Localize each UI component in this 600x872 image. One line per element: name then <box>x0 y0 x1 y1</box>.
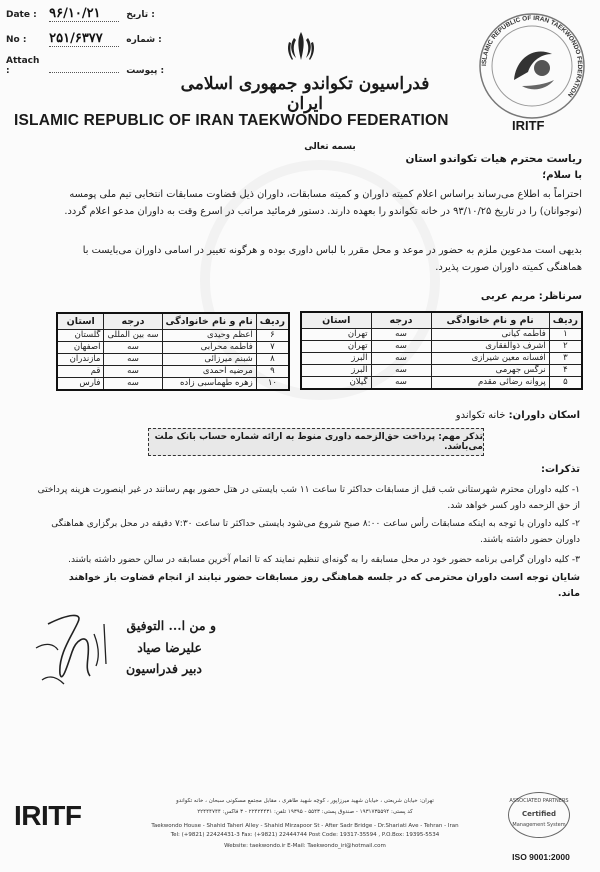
cell-row-no: ۱۰ <box>256 377 289 390</box>
referees-table-left <box>56 312 290 391</box>
cell-row-no: ۸ <box>256 353 289 365</box>
notes-title: تذکرات: <box>540 464 580 475</box>
cell-name: مرضیه احمدی <box>162 365 256 377</box>
cell-province: فارس <box>57 377 104 390</box>
cell-province: تهران <box>301 340 371 352</box>
cell-grade: سه <box>371 340 431 352</box>
cert-bottom-text: Management System <box>512 822 566 828</box>
cell-grade: سه بین المللی <box>104 329 162 341</box>
note-item-2: ۲- کلیه داوران با توجه به اینکه مسابقات رأس ساعت ۸:۰۰ صبح شروع می‌شود بایستی حداکثر تا ساعت ۷:۳۰ دقیقه در محل برگزاری هماهنگی داوران حضور داشته باشند. <box>51 519 580 545</box>
date-value: ۹۶/۱۰/۲۱ <box>49 6 119 22</box>
cert-mid-text: Certified <box>521 810 557 818</box>
table-header-row <box>301 312 582 328</box>
cell-grade: سه <box>104 353 162 365</box>
cell-grade: سه <box>104 365 162 377</box>
signatory-title: دبیر فدراسیون <box>126 661 202 676</box>
footer-phone-en: Tel: (+9821) 22424431-3 Fax: (+9821) 22444744 Post Code: 19317-35594 , P.O.Box: 19395-5534 <box>170 832 440 838</box>
cell-name: اشرف ذوالفقاری <box>431 340 549 352</box>
note-item-1: ۱- کلیه داوران محترم شهرستانی شب قبل از مسابقات حداکثر تا ساعت ۱۱ شب بایستی در هتل حضور بهم رسانند در غیر اینصورت هزینه پرداختی از حق الزحمه داور کسر خواهد شد. <box>37 485 580 511</box>
recipient: ریاست محترم هیات تکواندو استان <box>405 153 582 165</box>
venue-value: خانه تکواندو <box>455 410 506 421</box>
col-header-row-no: ردیف <box>256 313 289 329</box>
cell-row-no: ۱ <box>549 328 582 340</box>
date-label-en: Date : <box>6 10 37 20</box>
cell-row-no: ۳ <box>549 352 582 364</box>
cell-province: گیلان <box>301 376 371 389</box>
paragraph-1: احتراماً به اطلاع می‌رساند براساس اعلام کمیته داوران و کمیته مسابقات، داوران ذیل قضاوت مسابقات انتخابی تیم ملی پومسه (نوجوانان) را در تاریخ ۹۳/۱۰/۲۵ در خانه تکواندو را بعهده دارند. دستور فرمائید مراتب در اسرع وقت به داوران مدعو اعلام گردد. <box>64 189 582 217</box>
date-label-fa: تاریخ : <box>126 10 155 20</box>
cell-name: اعظم وحیدی <box>162 329 256 341</box>
cell-grade: سه <box>371 352 431 364</box>
note-item-3: ۳- کلیه داوران گرامی برنامه حضور خود در محل مسابقه را به گونه‌ای تنظیم نمایند که تا اتمام آخرین مسابقه در سالن حضور داشته باشند. <box>68 555 580 565</box>
basmala: بسمه تعالی <box>304 142 356 152</box>
cell-province: قم <box>57 365 104 377</box>
iran-emblem-icon <box>286 30 316 64</box>
cell-grade: سه <box>104 341 162 353</box>
table-row <box>57 341 289 353</box>
cell-grade: سه <box>371 364 431 376</box>
table-row <box>57 353 289 365</box>
table-row <box>57 377 289 390</box>
footer-address-en: Taekwondo House - Shahid Taheri Alley - Shahid Mirzapoor St - After Sadr Bridge - Dr.Shariati Ave - Tehran - Iran <box>151 823 459 829</box>
closing-phrase: و من ا... التوفیق <box>126 618 216 633</box>
table-row <box>301 328 582 340</box>
paragraph-2: بدیهی است مدعوین ملزم به حضور در موعد و محل مقرر با لباس داوری بوده و هرگونه تغییر در اسامی داوران می‌بایست با هماهنگی کمیته داوران صورت پذیرد. <box>82 245 582 273</box>
cell-name: نرگس جهرمی <box>431 364 549 376</box>
greeting: با سلام؛ <box>542 170 582 181</box>
footer-address-fa: تهران: خیابان شریعتی ، خیابان شهید میرزاپور ، کوچه شهید طاهری ، مقابل مجتمع مسکونی سبحان ، خانه تکواندو <box>176 798 434 804</box>
certification-seal <box>494 792 584 848</box>
cell-province: اصفهان <box>57 341 104 353</box>
table-header-row <box>57 313 289 329</box>
footer-postal-fa: کد پستی: ۱۹۳۱۷۳۵۵۹۴ - صندوق پستی: ۵۵۴۳ - ۱۹۳۹۵ تلفن: ۲۲۴۲۴۴۳۱ - ۳ فاکس: ۲۲۴۴۴۷۴۴ <box>197 809 413 815</box>
referees-table-right <box>300 311 583 390</box>
col-header-grade: درجه <box>371 312 431 328</box>
federation-title-en-text: ISLAMIC REPUBLIC OF IRAN TAEKWONDO FEDERATION <box>14 112 449 129</box>
notice-text: تذکر مهم: پرداخت حق‌الزحمه داوری منوط به ارائه شماره حساب بانک ملت می‌باشد. <box>154 432 483 452</box>
cell-province: تهران <box>301 328 371 340</box>
cell-grade: سه <box>104 377 162 390</box>
supervisor: سرناظر: مریم عربی <box>480 291 582 302</box>
col-header-province: استان <box>301 312 371 328</box>
cell-row-no: ۴ <box>549 364 582 376</box>
cell-grade: سه <box>371 376 431 389</box>
cell-row-no: ۹ <box>256 365 289 377</box>
cell-province: البرز <box>301 352 371 364</box>
venue-label: اسکان داوران: <box>508 410 580 421</box>
col-header-name: نام و نام خانوادگی <box>431 312 549 328</box>
cell-province: البرز <box>301 364 371 376</box>
cell-name: زهره طهماسبی زاده <box>162 377 256 390</box>
cell-name: افسانه معین شیرازی <box>431 352 549 364</box>
footer-logo: IRITF <box>14 800 82 831</box>
col-header-row-no: ردیف <box>549 312 582 328</box>
cell-row-no: ۲ <box>549 340 582 352</box>
venue <box>456 410 580 421</box>
handwritten-signature <box>28 604 128 694</box>
federation-title-fa: فدراسیون تکواندو جمهوری اسلامی ایران <box>180 74 430 114</box>
col-header-grade: درجه <box>104 313 162 329</box>
cell-name: پروانه رضائی مقدم <box>431 376 549 389</box>
attach-value <box>49 72 119 73</box>
attach-label-fa: پیوست : <box>126 66 165 76</box>
number-value: ۲۵۱/۶۳۷۷ <box>49 31 119 47</box>
final-note: شایان توجه است داوران محترمی که در جلسه هماهنگی روز مسابقات حضور نیابند از انجام قضاوت باز خواهند ماند. <box>68 572 580 599</box>
cell-province: گلستان <box>57 329 104 341</box>
signatory-name: علیرضا صیاد <box>137 640 202 655</box>
cell-name: شبنم میرزائی <box>162 353 256 365</box>
federation-title-en <box>14 112 484 130</box>
logo-word: IRITF <box>512 118 545 133</box>
table-row <box>301 352 582 364</box>
col-header-name: نام و نام خانوادگی <box>162 313 256 329</box>
table-row <box>301 364 582 376</box>
cell-row-no: ۷ <box>256 341 289 353</box>
logo-ring <box>476 10 588 122</box>
table-row <box>301 376 582 389</box>
date-row <box>6 6 155 22</box>
cell-grade: سه <box>371 328 431 340</box>
number-label-fa: شماره : <box>126 35 162 45</box>
logo-ring-text: ISLAMIC REPUBLIC OF IRAN TAEKWONDO FEDERATION <box>480 14 584 99</box>
table-row <box>57 365 289 377</box>
table-row <box>301 340 582 352</box>
iso-label: ISO 9001:2000 <box>512 852 570 862</box>
federation-logo <box>476 10 588 140</box>
table-row <box>57 329 289 341</box>
col-header-province: استان <box>57 313 104 329</box>
cell-province: مازندران <box>57 353 104 365</box>
cell-row-no: ۶ <box>256 329 289 341</box>
footer-web-en: Website: taekwondo.ir E-Mail: Taekwondo_iri@hotmail.com <box>224 843 386 849</box>
number-label-en: No : <box>6 35 27 45</box>
important-notice <box>148 428 484 456</box>
attach-label-en: Attach : <box>6 56 40 76</box>
cell-name: فاطمه محرابی <box>162 341 256 353</box>
cell-row-no: ۵ <box>549 376 582 389</box>
cell-name: فاطمه کیانی <box>431 328 549 340</box>
cert-top-text: ASSOCIATED PARTNERS <box>509 798 569 804</box>
number-row <box>6 31 162 47</box>
attach-row <box>6 56 164 76</box>
